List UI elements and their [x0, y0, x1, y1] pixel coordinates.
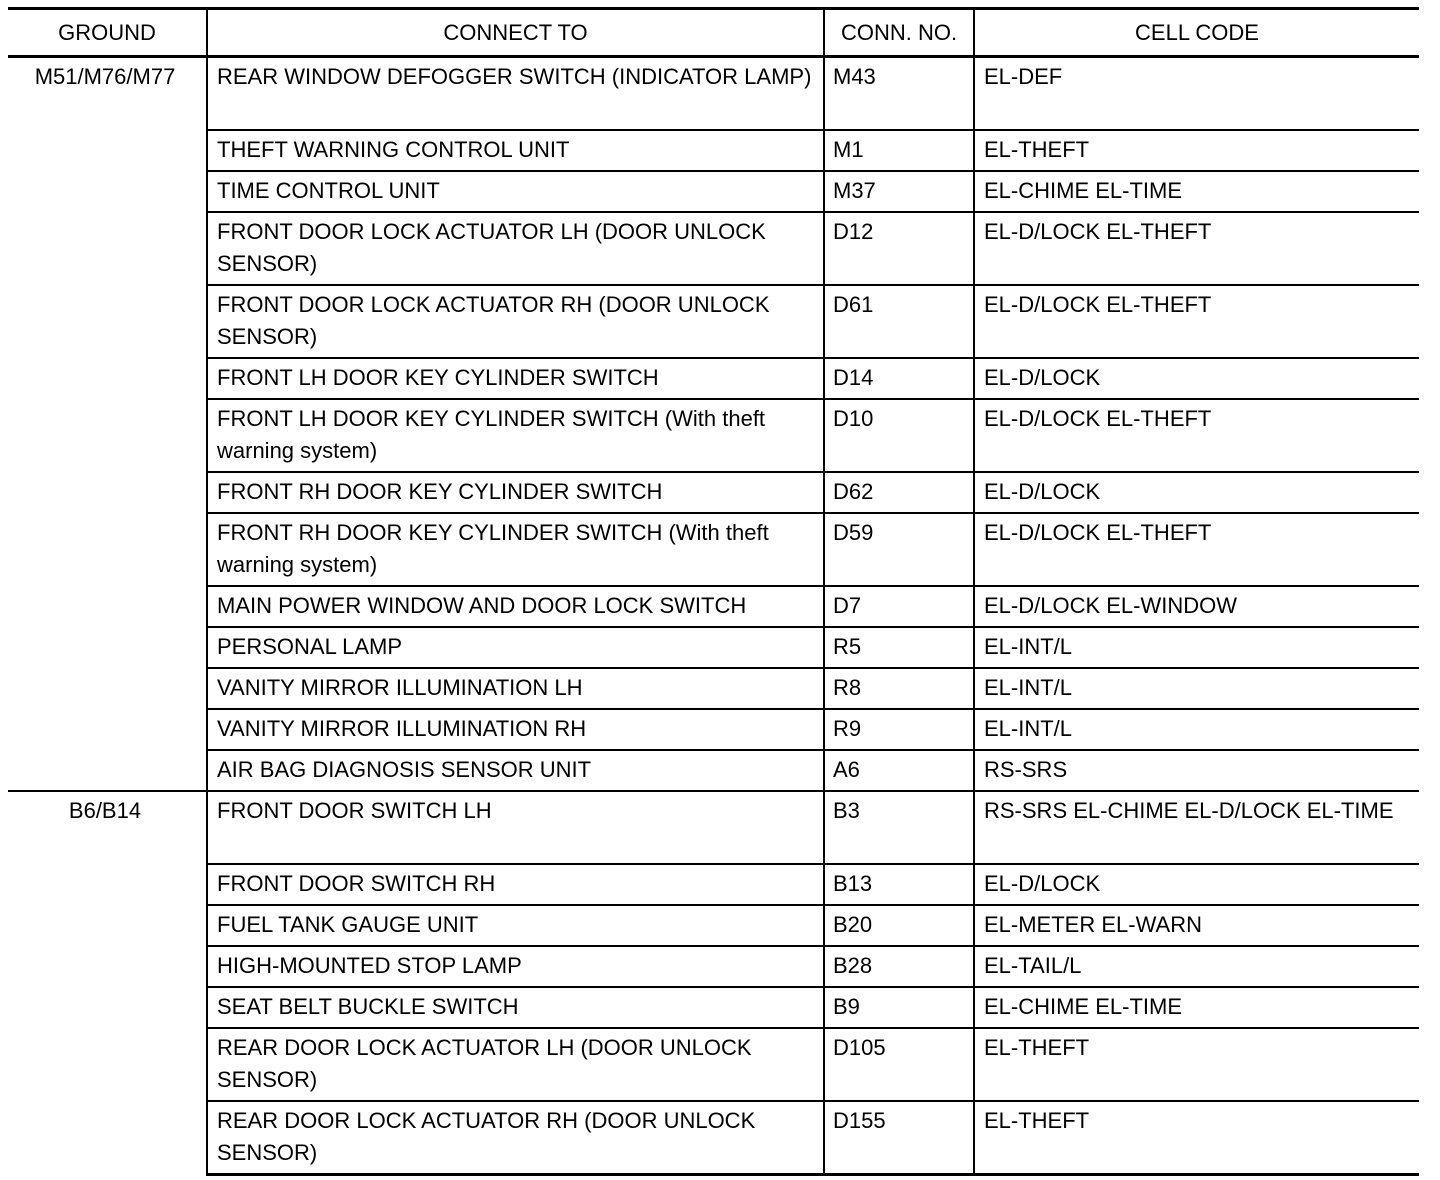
conn-no-cell: D10: [824, 399, 974, 472]
conn-no-cell: D7: [824, 586, 974, 627]
connect-to-cell: REAR WINDOW DEFOGGER SWITCH (INDICATOR LAMP): [207, 57, 824, 130]
cell-code-cell: EL-THEFT: [974, 130, 1419, 171]
table-row: [8, 627, 1419, 668]
conn-no-cell: D12: [824, 212, 974, 285]
table-header: [8, 9, 1419, 57]
connect-to-cell: SEAT BELT BUCKLE SWITCH: [207, 987, 824, 1028]
cell-code-cell: EL-D/LOCK: [974, 472, 1419, 513]
cell-code-cell: EL-INT/L: [974, 668, 1419, 709]
connect-to-cell: FRONT RH DOOR KEY CYLINDER SWITCH (With theft warning system): [207, 513, 824, 586]
connect-to-cell: FRONT LH DOOR KEY CYLINDER SWITCH (With theft warning system): [207, 399, 824, 472]
table-row: [8, 171, 1419, 212]
connect-to-cell: VANITY MIRROR ILLUMINATION LH: [207, 668, 824, 709]
table-row: [8, 1028, 1419, 1101]
ground-connector-table: [8, 7, 1419, 1176]
table-row: [8, 130, 1419, 171]
connect-to-cell: FRONT DOOR SWITCH RH: [207, 864, 824, 905]
cell-code-cell: RS-SRS EL-CHIME EL-D/LOCK EL-TIME: [974, 791, 1419, 864]
cell-code-cell: EL-D/LOCK EL-THEFT: [974, 212, 1419, 285]
cell-code-cell: EL-D/LOCK: [974, 358, 1419, 399]
header-ground: GROUND: [8, 9, 207, 57]
header-conn-no: CONN. NO.: [824, 9, 974, 57]
conn-no-cell: M1: [824, 130, 974, 171]
header-cell-code: CELL CODE: [974, 9, 1419, 57]
table-row: [8, 1101, 1419, 1175]
conn-no-cell: B3: [824, 791, 974, 864]
ground-cell: B6/B14: [68, 797, 142, 823]
conn-no-cell: R5: [824, 627, 974, 668]
ground-cell: M51/M76/M77: [8, 57, 207, 791]
table-row: [8, 212, 1419, 285]
conn-no-cell: M43: [824, 57, 974, 130]
cell-code-cell: EL-D/LOCK EL-WINDOW: [974, 586, 1419, 627]
connect-to-cell: VANITY MIRROR ILLUMINATION RH: [207, 709, 824, 750]
conn-no-cell: D14: [824, 358, 974, 399]
table-row: [8, 709, 1419, 750]
cell-code-cell: EL-THEFT: [974, 1101, 1419, 1175]
conn-no-cell: B20: [824, 905, 974, 946]
connect-to-cell: FRONT DOOR LOCK ACTUATOR RH (DOOR UNLOCK SENSOR): [207, 285, 824, 358]
cell-code-cell: EL-TAIL/L: [974, 946, 1419, 987]
table-row: [8, 285, 1419, 358]
conn-no-cell: B9: [824, 987, 974, 1028]
conn-no-cell: D155: [824, 1101, 974, 1175]
connect-to-cell: FRONT DOOR SWITCH LH: [207, 791, 824, 864]
connect-to-cell: FUEL TANK GAUGE UNIT: [207, 905, 824, 946]
conn-no-cell: A6: [824, 750, 974, 791]
table-row: [8, 399, 1419, 472]
table-row: [8, 750, 1419, 791]
conn-no-cell: D105: [824, 1028, 974, 1101]
cell-code-cell: EL-D/LOCK: [974, 864, 1419, 905]
connect-to-cell: FRONT LH DOOR KEY CYLINDER SWITCH: [207, 358, 824, 399]
cell-code-cell: EL-D/LOCK EL-THEFT: [974, 513, 1419, 586]
connect-to-cell: AIR BAG DIAGNOSIS SENSOR UNIT: [207, 750, 824, 791]
connect-to-cell: REAR DOOR LOCK ACTUATOR LH (DOOR UNLOCK SENSOR): [207, 1028, 824, 1101]
cell-code-cell: RS-SRS: [974, 750, 1419, 791]
connect-to-cell: HIGH-MOUNTED STOP LAMP: [207, 946, 824, 987]
conn-no-cell: B13: [824, 864, 974, 905]
cell-code-cell: EL-DEF: [974, 57, 1419, 130]
ground-group-m51-m76-m77: [8, 57, 1419, 791]
ground-distribution-sheet: [8, 7, 1419, 1176]
cell-code-cell: EL-D/LOCK EL-THEFT: [974, 285, 1419, 358]
cell-code-cell: EL-CHIME EL-TIME: [974, 171, 1419, 212]
table-row: [8, 472, 1419, 513]
conn-no-cell: D59: [824, 513, 974, 586]
cell-code-cell: EL-D/LOCK EL-THEFT: [974, 399, 1419, 472]
connect-to-cell: PERSONAL LAMP: [207, 627, 824, 668]
connect-to-cell: FRONT DOOR LOCK ACTUATOR LH (DOOR UNLOCK SENSOR): [207, 212, 824, 285]
connect-to-cell: FRONT RH DOOR KEY CYLINDER SWITCH: [207, 472, 824, 513]
header-connect-to: CONNECT TO: [207, 9, 824, 57]
cell-code-cell: EL-INT/L: [974, 709, 1419, 750]
connect-to-cell: THEFT WARNING CONTROL UNIT: [207, 130, 824, 171]
cell-code-cell: EL-METER EL-WARN: [974, 905, 1419, 946]
cell-code-cell: EL-INT/L: [974, 627, 1419, 668]
table-row: [8, 905, 1419, 946]
table-row: [8, 513, 1419, 586]
conn-no-cell: B28: [824, 946, 974, 987]
conn-no-cell: R9: [824, 709, 974, 750]
table-row: [8, 987, 1419, 1028]
connect-to-cell: MAIN POWER WINDOW AND DOOR LOCK SWITCH: [207, 586, 824, 627]
cell-code-cell: EL-THEFT: [974, 1028, 1419, 1101]
connect-to-cell: REAR DOOR LOCK ACTUATOR RH (DOOR UNLOCK SENSOR): [207, 1101, 824, 1175]
table-row: [8, 946, 1419, 987]
table-row: [8, 358, 1419, 399]
conn-no-cell: D61: [824, 285, 974, 358]
table-row: [8, 668, 1419, 709]
table-row: [8, 57, 1419, 130]
conn-no-cell: M37: [824, 171, 974, 212]
conn-no-cell: R8: [824, 668, 974, 709]
conn-no-cell: D62: [824, 472, 974, 513]
cell-code-cell: EL-CHIME EL-TIME: [974, 987, 1419, 1028]
table-row: [8, 586, 1419, 627]
table-row: [8, 864, 1419, 905]
table-row: [8, 791, 1419, 864]
ground-group-b6-b14: [8, 791, 1419, 1175]
connect-to-cell: TIME CONTROL UNIT: [207, 171, 824, 212]
